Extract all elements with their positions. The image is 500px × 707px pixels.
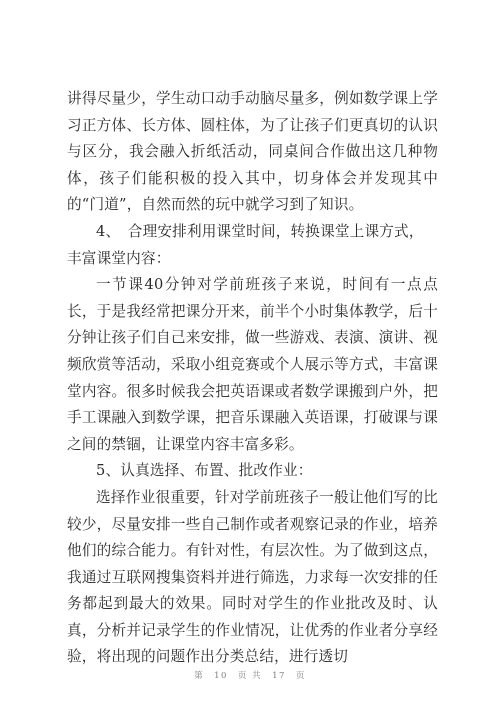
section-heading-4: 4、 合理安排利用课堂时间，转换课堂上课方式，丰富课堂内容： xyxy=(67,222,424,267)
paragraph-class-time: 一节课40分钟对学前班孩子来说，时间有一点点长，于是我经常把课分开来，前半个小时集体教学，后十分钟让孩子们自己来安排，做一些游戏、表演、演讲、视频欣赏等活动，采取小组竞赛或个人展示等方式，丰富课堂内容。很多时候我会把英语课或者数学课搬到户外，把手工课融入到数学课，把音乐课融入英语课，打破课与课之间的禁锢，让课堂内容丰富多彩。 xyxy=(67,276,438,453)
document-body xyxy=(67,86,438,671)
section-heading-5: 5、认真选择、布置、批改作业： xyxy=(96,462,313,480)
paragraph-homework: 选择作业很重要，针对学前班孩子一般让他们写的比较少，尽量安排一些自己制作或者观察记录的作业，培养他们的综合能力。有针对性，有层次性。为了做到这点，我通过互联网搜集资料并进行筛选，力求每一次安排的任务都起到最大的效果。同时对学生的作业批改及时、认真，分析并记录学生的作业情况，让优秀的作业者分享经验，将出现的问题作出分类总结，进行透切 xyxy=(67,488,438,666)
page-number-footer: 第 10 页 共 17 页 xyxy=(194,671,306,681)
paragraph-continuation: 讲得尽量少，学生动口动手动脑尽量多，例如数学课上学习正方体、长方体、圆柱体，为了让孩子们更真切的认识与区分，我会融入折纸活动，同桌间合作做出这几种物体，孩子们能积极的投入其中，切身体会并发现其中的“门道”，自然而然的玩中就学习到了知识。 xyxy=(67,90,438,214)
